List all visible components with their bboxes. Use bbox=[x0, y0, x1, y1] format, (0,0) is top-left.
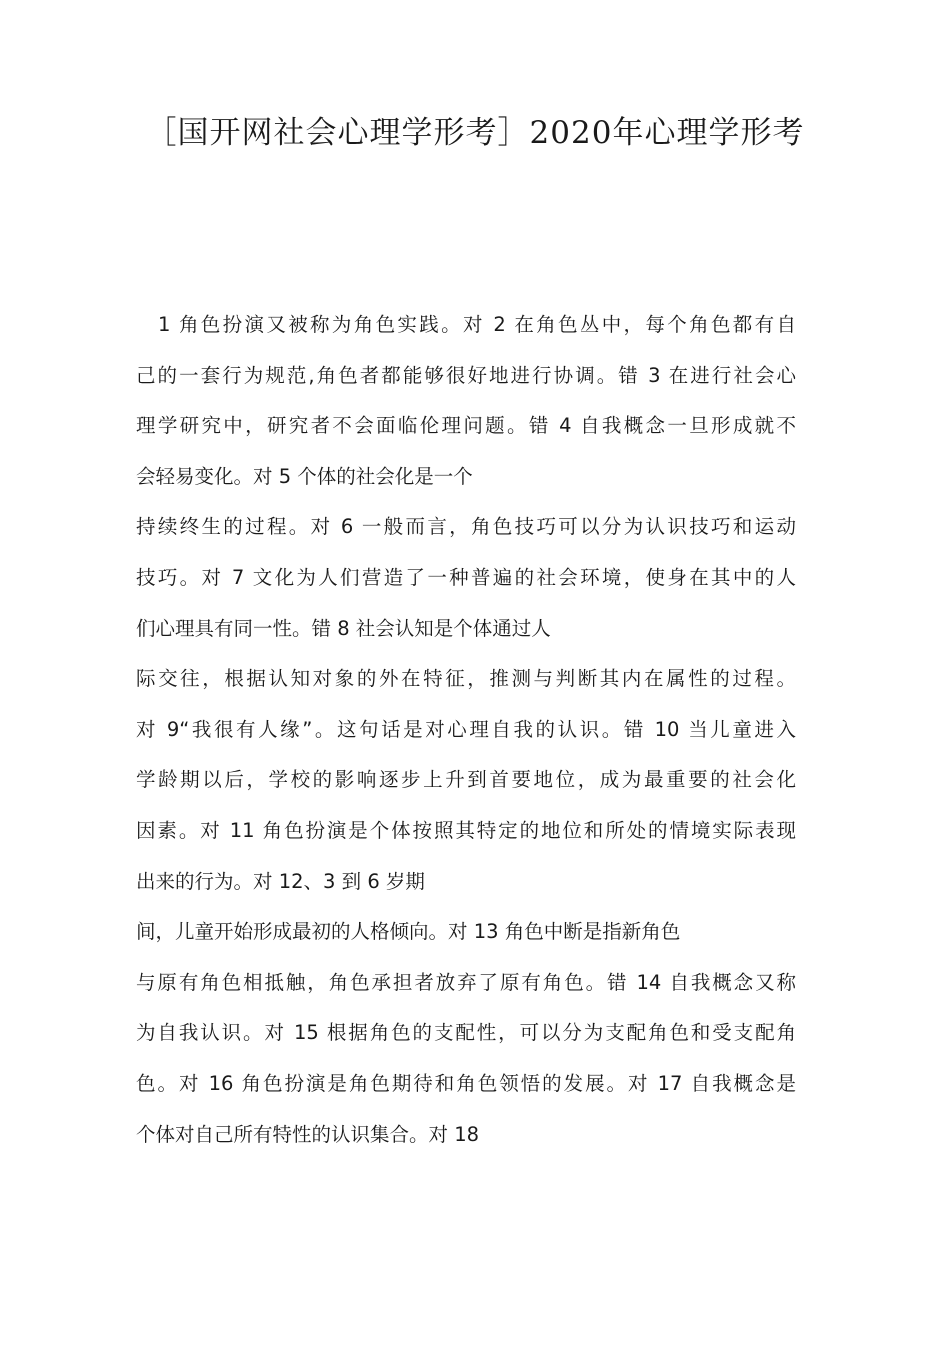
body-line-13: 间，儿童开始形成最初的人格倾向。对 13 角色中断是指新角色 bbox=[136, 920, 681, 944]
body-line-11: 因素。对 11 角色扮演是个体按照其特定的地位和所处的情境实际表现 bbox=[136, 818, 796, 842]
body-line-3: 理学研究中，研究者不会面临伦理问题。错 4 自我概念一旦形成就不 bbox=[136, 414, 796, 438]
body-line-16: 色。对 16 角色扮演是角色期待和角色领悟的发展。对 17 自我概念是 bbox=[136, 1071, 796, 1095]
body-line-9: 对 9“我很有人缘”。这句话是对心理自我的认识。错 10 当儿童进入 bbox=[136, 717, 796, 741]
body-line-5: 持续终生的过程。对 6 一般而言，角色技巧可以分为认识技巧和运动 bbox=[136, 515, 796, 539]
document-body bbox=[136, 300, 796, 1160]
body-line-6: 技巧。对 7 文化为人们营造了一种普遍的社会环境，使身在其中的人 bbox=[136, 565, 796, 589]
body-line-14: 与原有角色相抵触，角色承担者放弃了原有角色。错 14 自我概念又称 bbox=[136, 970, 796, 994]
body-line-7: 们心理具有同一性。错 8 社会认知是个体通过人 bbox=[136, 616, 551, 640]
document-title: ［国开网社会心理学形考］2020年心理学形考 bbox=[145, 115, 805, 151]
body-line-8: 际交往，根据认知对象的外在特征，推测与判断其内在属性的过程。 bbox=[136, 667, 796, 691]
body-line-15: 为自我认识。对 15 根据角色的支配性，可以分为支配角色和受支配角 bbox=[136, 1021, 796, 1045]
body-line-12: 出来的行为。对 12、3 到 6 岁期 bbox=[136, 869, 425, 893]
body-line-10: 学龄期以后，学校的影响逐步上升到首要地位，成为最重要的社会化 bbox=[136, 768, 796, 792]
body-line-1: 1 角色扮演又被称为角色实践。对 2 在角色丛中，每个角色都有自 bbox=[158, 313, 796, 336]
body-line-17: 个体对自己所有特性的认识集合。对 18 bbox=[136, 1122, 480, 1146]
body-line-4: 会轻易变化。对 5 个体的社会化是一个 bbox=[136, 464, 473, 488]
body-line-2: 己的一套行为规范,角色者都能够很好地进行协调。错 3 在进行社会心 bbox=[136, 363, 796, 387]
